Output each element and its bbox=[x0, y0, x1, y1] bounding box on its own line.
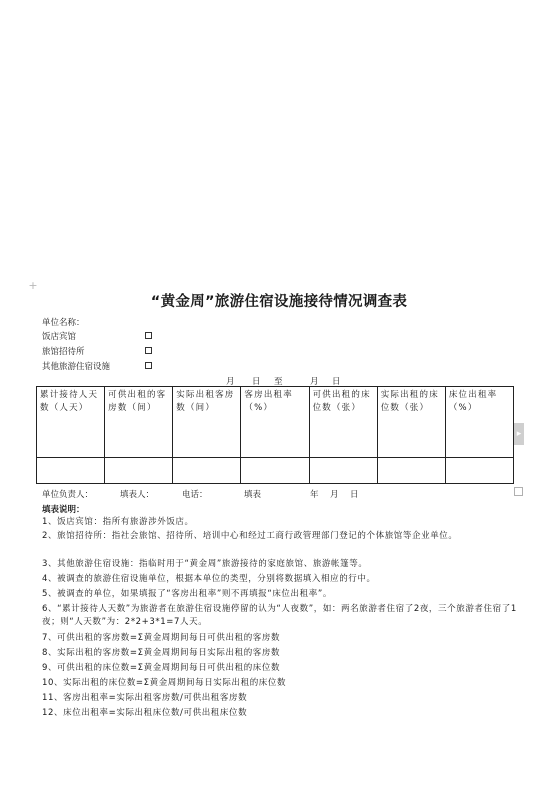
note-item: 12、床位出租率=实际出租床位数/可供出租床位数 bbox=[42, 708, 248, 718]
header-cell: 可供出租的床位数（张） bbox=[309, 387, 377, 458]
category-row-other bbox=[42, 360, 162, 372]
resize-handle-icon[interactable] bbox=[514, 487, 523, 496]
notes-title: 填表说明： bbox=[42, 505, 85, 515]
category-label: 饭店宾馆 bbox=[42, 332, 77, 342]
table-header-row bbox=[37, 387, 514, 458]
checkbox-guesthouse[interactable] bbox=[145, 347, 152, 354]
note-item: 3、其他旅游住宿设施：指临时用于“黄金周”旅游接待的家庭旅馆、旅游帐篷等。 bbox=[42, 559, 368, 569]
note-item: 9、可供出租的床位数=Σ黄金周期间每日可供出租的床位数 bbox=[42, 663, 281, 673]
date-day-end: 日 bbox=[332, 377, 341, 387]
header-cell: 实际出租的床位数（张） bbox=[377, 387, 445, 458]
header-cell: 累计接待人天数（人天） bbox=[37, 387, 105, 458]
year-label: 年 bbox=[310, 490, 319, 500]
date-day-start: 日 bbox=[252, 377, 261, 387]
note-item: 5、被调查的单位，如果填报了“客房出租率”则不再填报“床位出租率”。 bbox=[42, 589, 332, 599]
unit-name-label: 单位名称： bbox=[42, 318, 85, 328]
category-label: 旅馆招待所 bbox=[42, 347, 85, 357]
table-cell[interactable] bbox=[445, 458, 513, 484]
table-cell[interactable] bbox=[105, 458, 173, 484]
note-item: 1、饭店宾馆：指所有旅游涉外饭店。 bbox=[42, 517, 194, 527]
note-item: 4、被调查的旅游住宿设施单位，根据本单位的类型，分别将数据填入相应的行中。 bbox=[42, 574, 376, 584]
note-item: 7、可供出租的客房数=Σ黄金周期间每日可供出租的客房数 bbox=[42, 633, 281, 643]
crop-mark-icon: + bbox=[28, 279, 38, 292]
filler-label: 填表人： bbox=[120, 490, 155, 500]
day-label: 日 bbox=[350, 490, 359, 500]
page-title: “黄金周”旅游住宿设施接待情况调查表 bbox=[150, 294, 408, 310]
phone-label: 电话： bbox=[182, 490, 208, 500]
date-month-end: 月 bbox=[310, 377, 319, 387]
table-cell[interactable] bbox=[37, 458, 105, 484]
fill-date-label: 填表 bbox=[244, 490, 262, 500]
table-cell[interactable] bbox=[377, 458, 445, 484]
header-cell: 可供出租的客房数（间） bbox=[105, 387, 173, 458]
survey-table bbox=[36, 386, 514, 484]
table-cell[interactable] bbox=[173, 458, 241, 484]
category-row-hotel bbox=[42, 330, 162, 342]
category-label: 其他旅游住宿设施 bbox=[42, 362, 111, 372]
note-item: 8、实际出租的客房数=Σ黄金周期间每日实际出租的客房数 bbox=[42, 648, 281, 658]
note-item: 10、实际出租的床位数=Σ黄金周期间每日实际出租的床位数 bbox=[42, 678, 287, 688]
checkbox-other[interactable] bbox=[145, 362, 152, 369]
table-cell[interactable] bbox=[309, 458, 377, 484]
unit-head-label: 单位负责人： bbox=[42, 490, 94, 500]
note-item: 2、旅馆招待所：指社会旅馆、招待所、培训中心和经过工商行政管理部门登记的个体旅馆等企业单位。 bbox=[42, 531, 458, 541]
note-item: 6、“累计接待人天数”为旅游者在旅游住宿设施停留的认为“人夜数”，如：两名旅游者住宿了2夜，三个旅游者住宿了1夜；则“人天数”为：2*2+3*1=7人天。 bbox=[42, 604, 517, 627]
header-cell: 客房出租率（%） bbox=[241, 387, 309, 458]
date-to: 至 bbox=[274, 377, 283, 387]
category-row-guesthouse bbox=[42, 345, 162, 357]
checkbox-hotel[interactable] bbox=[145, 332, 152, 339]
header-cell: 实际出租客房数（间） bbox=[173, 387, 241, 458]
note-item: 11、客房出租率=实际出租客房数/可供出租客房数 bbox=[42, 693, 248, 703]
header-cell: 床位出租率（%） bbox=[445, 387, 513, 458]
month-label: 月 bbox=[330, 490, 339, 500]
table-row bbox=[37, 458, 514, 484]
date-month-start: 月 bbox=[226, 377, 235, 387]
table-cell[interactable] bbox=[241, 458, 309, 484]
chevron-right-icon[interactable]: ▸ bbox=[514, 423, 524, 445]
